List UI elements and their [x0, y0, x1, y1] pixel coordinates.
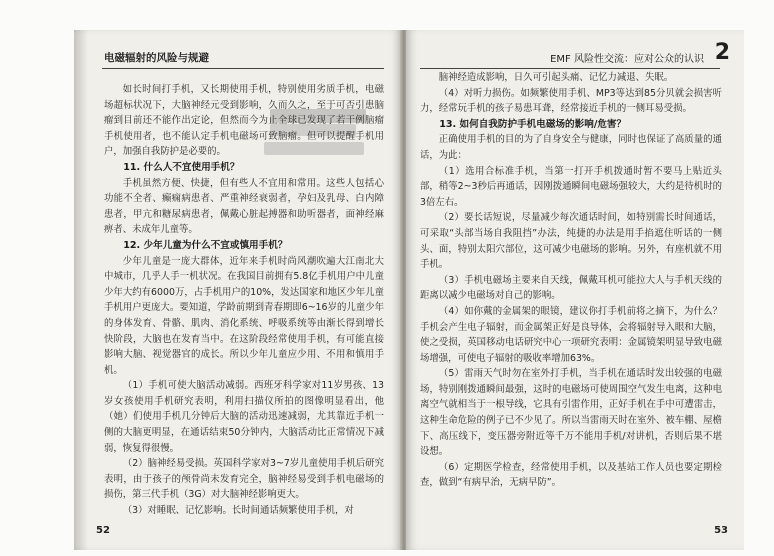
body-paragraph: 少年儿童是一庞大群体，近年来手机时尚风潮吹遍大江南北大中城市，几乎人手一机状况。在我国目前拥有5.8亿手机用户中儿童少年大约有6000万，占手机用户的10%，发达国家和地区少年儿童手机用户更庞大。要知道，学龄前期到青春期即6~16岁的儿童少年的身体发育、骨骼、肌肉、消化系统、呼吸系统等由渐长得到增长快阶段，大脑也在发育当中。在这阶段经常使用手机，有可能直接影响大脑、视觉器官的成长。所以少年儿童应少用、不用和慎用手机。 — [104, 255, 384, 376]
body-paragraph: 正确使用手机的目的为了自身安全与健康，同时也保证了高质量的通话，为此： — [420, 134, 722, 161]
body-paragraph: （5）雷雨天气时勿在室外打手机，当手机在通话时发出较强的电磁场，特别刚拨通瞬间最强，这时的电磁场可使周围空气发生电离，这种电离空气就相当于一根导线，它具有引雷作用，正好手机在手中可遭雷击，这种生命危险的例子已不少见了。所以当雷雨天时在室外、被车棚、屋檐下、高压线下，变压器旁附近等千万不能用手机/对讲机，否则后果不堪设想。 — [420, 368, 722, 458]
body-paragraph: 脑神经造成影响，日久可引起头痛、记忆力减退、失眠。 — [438, 72, 674, 83]
header-rule — [420, 68, 720, 69]
section-heading: 13. 如何自我防护手机电磁场的影响/危害？ — [439, 118, 627, 130]
body-paragraph: （4）对听力损伤。如频繁使用手机、MP3等达到85分贝就会损害听力，经常玩手机的孩子易患耳聋，经常接近手机的一侧耳易受损。 — [420, 87, 722, 115]
header-rule — [102, 68, 384, 69]
left-page-body — [104, 82, 384, 519]
right-page — [406, 30, 744, 550]
page-number: 52 — [96, 525, 110, 536]
left-page — [74, 30, 402, 550]
page-edge-shadow — [74, 30, 88, 550]
body-paragraph: （2）脑神经易受损。英国科学家对3~7岁儿童使用手机后研究表明，由于孩子的颅骨尚未发育完全，脑神经易受到手机电磁场的损伤，第三代手机（3G）对大脑神经影响更大。 — [104, 458, 384, 501]
section-heading: 11. 什么人不宜使用手机？ — [123, 161, 240, 173]
chapter-number: 2 — [714, 40, 730, 65]
body-paragraph: （1）选用合标准手机，当第一打开手机拨通时暂不要马上贴近头部，稍等2~3秒后再通话，因刚拨通瞬间电磁场强较大，大约是待机时的3倍左右。 — [420, 165, 722, 208]
body-paragraph: （6）定期医学检查，经常使用手机，以及基站工作人员也要定期检查，做到“有病早治，无病早防”。 — [420, 461, 722, 489]
section-heading: 12. 少年儿童为什么不宜或慎用手机？ — [123, 239, 288, 251]
right-page-body — [420, 70, 722, 491]
body-paragraph: （3）对睡眠、记忆影响。长时间通话频繁使用手机，对 — [122, 505, 354, 517]
body-paragraph: （3）手机电磁场主要来自天线，佩戴耳机可能拉大人与手机天线的距离以减少电磁场对自己的影响。 — [420, 274, 722, 302]
running-head: EMF 风险性交流：应对公众的认识 — [550, 54, 704, 65]
body-paragraph: 如长时间打手机，又长期使用手机，特别使用劣质手机，电磁场超标状况下，大脑神经元受到影响，久而久之，至于可否引患脑瘤到目前还不能作出定论，但然而今为止全球已发现了若干例脑瘤手机使用者，也不能认定手机电磁场可致脑瘤。但可以提醒手机用户，加强自我防护是必要的。 — [104, 84, 384, 158]
body-paragraph: 手机虽然方便、快捷，但有些人不宜用和常用。这些人包括心功能不全者、癫痫病患者、严重神经衰弱者，孕妇及乳母、白内障患者，甲亢和糖尿病患者，佩戴心脏起搏器和助听器者，面神经麻痹者、未成年儿童等。 — [104, 177, 384, 236]
page-number: 53 — [714, 525, 728, 536]
body-paragraph: （1）手机可使大脑活动减弱。西班牙科学家对11岁男孩、13岁女孩使用手机研究表明，利用扫描仪所拍的图像明显看出，他（她）们使用手机几分钟后大脑的活动迅速减弱，尤其靠近手机一侧的大脑更明显，在通话结束50分钟内，大脑活动比正常情况下减弱，恢复得很慢。 — [104, 380, 384, 454]
body-paragraph: （2）要长话短说，尽量减少每次通话时间，如特别需长时间通话，可采取“头部当场自我阻挡”办法，纯捷的办法是用手掐遮住听话的一侧头、面，特别太阳穴部位，这可减少电磁场的影响。另外，有座机就不用手机。 — [420, 212, 722, 271]
book-spread — [74, 30, 744, 550]
running-head: 电磁辐射的风险与规避 — [104, 52, 209, 64]
body-paragraph: （4）如你戴的金属架的眼镜，建议你打手机前将之摘下，为什么？手机会产生电子辐射，而金属架正好是良导体，会将辐射导入眼和大脑，使之受损，英国移动电话研究中心一项研究表明：金属镜架明显导致电磁场增强，可使电子辐射的吸收率增加63%。 — [420, 305, 722, 364]
